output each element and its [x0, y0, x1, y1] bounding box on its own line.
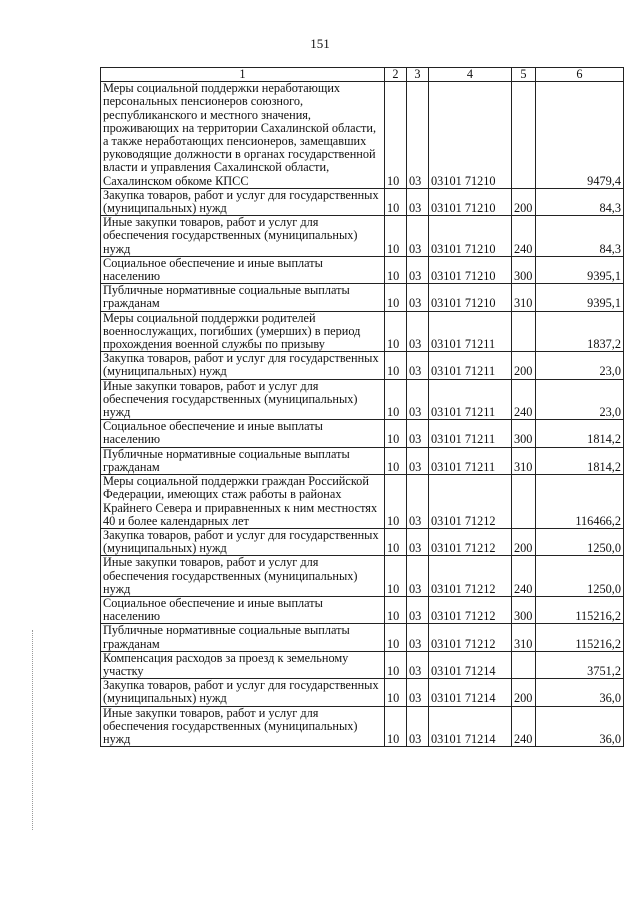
row-section: 10 [385, 475, 407, 529]
row-expense-type: 300 [512, 596, 536, 623]
row-section: 10 [385, 651, 407, 678]
row-amount: 3751,2 [536, 651, 624, 678]
row-subsection: 03 [407, 651, 429, 678]
table-body [101, 82, 624, 747]
row-expense-type: 200 [512, 352, 536, 379]
row-amount: 84,3 [536, 188, 624, 215]
row-subsection: 03 [407, 216, 429, 257]
row-amount: 1250,0 [536, 528, 624, 555]
row-section: 10 [385, 706, 407, 747]
row-name: Социальное обеспечение и иные выплаты населению [101, 596, 385, 623]
row-target-article: 03101 71211 [429, 420, 512, 447]
row-name: Публичные нормативные социальные выплаты гражданам [101, 624, 385, 651]
row-amount: 1837,2 [536, 311, 624, 352]
row-name: Меры социальной поддержки граждан Российской Федерации, имеющих стаж работы в районах Крайнего Севера и приравненных к ним местностях 40 и более календарных лет [101, 475, 385, 529]
row-subsection: 03 [407, 188, 429, 215]
table-row [101, 82, 624, 189]
table-row [101, 651, 624, 678]
row-name: Закупка товаров, работ и услуг для государственных (муниципальных) нужд [101, 679, 385, 706]
row-target-article: 03101 71210 [429, 256, 512, 283]
row-expense-type: 310 [512, 624, 536, 651]
table-row [101, 475, 624, 529]
row-expense-type: 310 [512, 284, 536, 311]
row-subsection: 03 [407, 284, 429, 311]
row-amount: 9395,1 [536, 256, 624, 283]
row-subsection: 03 [407, 528, 429, 555]
table-row [101, 256, 624, 283]
row-name: Закупка товаров, работ и услуг для государственных (муниципальных) нужд [101, 188, 385, 215]
row-amount: 9395,1 [536, 284, 624, 311]
row-target-article: 03101 71212 [429, 596, 512, 623]
header-col-1: 1 [101, 68, 385, 82]
row-expense-type [512, 311, 536, 352]
row-name: Иные закупки товаров, работ и услуг для обеспечения государственных (муниципальных) нужд [101, 379, 385, 420]
row-amount: 115216,2 [536, 596, 624, 623]
row-subsection: 03 [407, 82, 429, 189]
row-target-article: 03101 71210 [429, 216, 512, 257]
row-section: 10 [385, 352, 407, 379]
row-amount: 23,0 [536, 379, 624, 420]
row-target-article: 03101 71210 [429, 284, 512, 311]
row-name: Публичные нормативные социальные выплаты гражданам [101, 447, 385, 474]
row-subsection: 03 [407, 596, 429, 623]
row-section: 10 [385, 624, 407, 651]
row-section: 10 [385, 311, 407, 352]
row-subsection: 03 [407, 624, 429, 651]
row-target-article: 03101 71212 [429, 556, 512, 597]
row-subsection: 03 [407, 256, 429, 283]
row-name: Компенсация расходов за проезд к земельному участку [101, 651, 385, 678]
table-header-row [101, 68, 624, 82]
row-expense-type [512, 82, 536, 189]
row-subsection: 03 [407, 379, 429, 420]
table-row [101, 624, 624, 651]
table-row [101, 216, 624, 257]
row-subsection: 03 [407, 352, 429, 379]
header-col-5: 5 [512, 68, 536, 82]
row-amount: 36,0 [536, 706, 624, 747]
row-amount: 1250,0 [536, 556, 624, 597]
row-section: 10 [385, 379, 407, 420]
scan-edge-dots [32, 630, 34, 830]
row-name: Публичные нормативные социальные выплаты гражданам [101, 284, 385, 311]
row-name: Закупка товаров, работ и услуг для государственных (муниципальных) нужд [101, 352, 385, 379]
row-section: 10 [385, 596, 407, 623]
row-target-article: 03101 71212 [429, 624, 512, 651]
table-row [101, 679, 624, 706]
header-col-4: 4 [429, 68, 512, 82]
row-name: Меры социальной поддержки неработающих персональных пенсионеров союзного, республиканского и местного значения, проживающих на территории Сахалинской области, а также неработающих пенсионеров, замещавших руководящие должности в органах государственной власти и управления Сахалинской области, Сахалинском обкоме КПСС [101, 82, 385, 189]
row-amount: 9479,4 [536, 82, 624, 189]
table-row [101, 447, 624, 474]
row-expense-type: 300 [512, 256, 536, 283]
row-section: 10 [385, 82, 407, 189]
row-expense-type: 200 [512, 528, 536, 555]
row-target-article: 03101 71214 [429, 706, 512, 747]
row-expense-type: 310 [512, 447, 536, 474]
row-amount: 115216,2 [536, 624, 624, 651]
row-subsection: 03 [407, 447, 429, 474]
row-name: Меры социальной поддержки родителей военнослужащих, погибших (умерших) в период прохождения военной службы по призыву [101, 311, 385, 352]
row-expense-type: 300 [512, 420, 536, 447]
row-target-article: 03101 71214 [429, 651, 512, 678]
row-expense-type: 200 [512, 188, 536, 215]
row-name: Иные закупки товаров, работ и услуг для обеспечения государственных (муниципальных) нужд [101, 216, 385, 257]
row-subsection: 03 [407, 556, 429, 597]
row-target-article: 03101 71211 [429, 352, 512, 379]
table-row [101, 706, 624, 747]
row-subsection: 03 [407, 475, 429, 529]
row-amount: 1814,2 [536, 420, 624, 447]
row-section: 10 [385, 528, 407, 555]
header-col-6: 6 [536, 68, 624, 82]
header-col-3: 3 [407, 68, 429, 82]
row-target-article: 03101 71210 [429, 82, 512, 189]
row-amount: 116466,2 [536, 475, 624, 529]
row-expense-type: 200 [512, 679, 536, 706]
row-section: 10 [385, 216, 407, 257]
table-row [101, 379, 624, 420]
table-row [101, 528, 624, 555]
row-expense-type [512, 475, 536, 529]
page-number: 151 [310, 36, 330, 51]
row-name: Закупка товаров, работ и услуг для государственных (муниципальных) нужд [101, 528, 385, 555]
row-expense-type: 240 [512, 379, 536, 420]
row-section: 10 [385, 188, 407, 215]
row-section: 10 [385, 447, 407, 474]
row-section: 10 [385, 679, 407, 706]
row-target-article: 03101 71214 [429, 679, 512, 706]
row-target-article: 03101 71211 [429, 447, 512, 474]
table-row [101, 284, 624, 311]
table-row [101, 556, 624, 597]
table-row [101, 311, 624, 352]
row-expense-type: 240 [512, 216, 536, 257]
table-row [101, 352, 624, 379]
row-target-article: 03101 71211 [429, 379, 512, 420]
row-subsection: 03 [407, 311, 429, 352]
row-amount: 23,0 [536, 352, 624, 379]
row-amount: 84,3 [536, 216, 624, 257]
row-name: Иные закупки товаров, работ и услуг для обеспечения государственных (муниципальных) нужд [101, 556, 385, 597]
row-section: 10 [385, 420, 407, 447]
row-expense-type [512, 651, 536, 678]
row-name: Социальное обеспечение и иные выплаты населению [101, 256, 385, 283]
row-name: Социальное обеспечение и иные выплаты населению [101, 420, 385, 447]
row-subsection: 03 [407, 420, 429, 447]
row-section: 10 [385, 556, 407, 597]
row-expense-type: 240 [512, 556, 536, 597]
row-target-article: 03101 71212 [429, 475, 512, 529]
row-section: 10 [385, 284, 407, 311]
header-col-2: 2 [385, 68, 407, 82]
row-section: 10 [385, 256, 407, 283]
row-amount: 36,0 [536, 679, 624, 706]
table-row [101, 596, 624, 623]
table-row [101, 420, 624, 447]
row-amount: 1814,2 [536, 447, 624, 474]
row-target-article: 03101 71211 [429, 311, 512, 352]
row-target-article: 03101 71212 [429, 528, 512, 555]
row-target-article: 03101 71210 [429, 188, 512, 215]
row-expense-type: 240 [512, 706, 536, 747]
row-name: Иные закупки товаров, работ и услуг для обеспечения государственных (муниципальных) нужд [101, 706, 385, 747]
row-subsection: 03 [407, 679, 429, 706]
budget-table [100, 67, 624, 747]
row-subsection: 03 [407, 706, 429, 747]
table-row [101, 188, 624, 215]
